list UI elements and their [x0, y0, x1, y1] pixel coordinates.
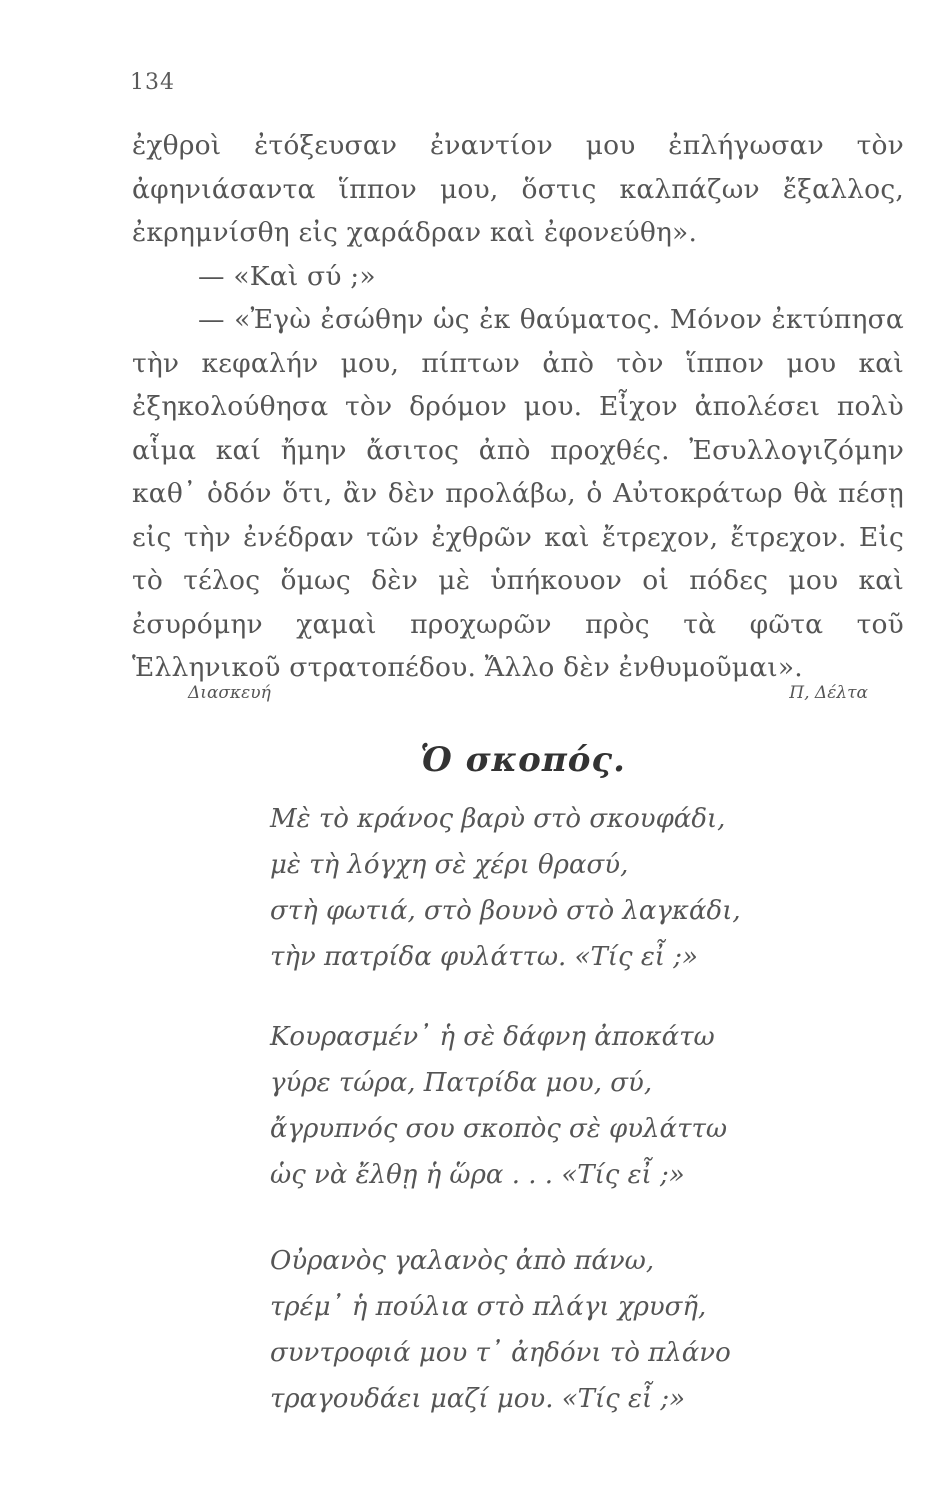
- adaptation-label: Διασκευή: [188, 683, 271, 703]
- poem-line: ὡς νὰ ἔλθῃ ἡ ὥρα . . . «Τίς εἶ ;»: [270, 1160, 685, 1190]
- author-signature: Π, Δέλτα: [789, 683, 868, 703]
- poem-title: Ὁ σκοπός.: [420, 740, 626, 780]
- prose-paragraph: — «Καὶ σύ ;»: [198, 260, 376, 292]
- poem-line: γύρε τώρα, Πατρίδα μου, σύ,: [270, 1068, 653, 1098]
- poem-line: τραγουδάει μαζί μου. «Τίς εἶ ;»: [270, 1384, 686, 1414]
- poem-line: Οὐρανὸς γαλανὸς ἀπὸ πάνω,: [270, 1246, 655, 1276]
- page-number: 134: [130, 70, 175, 95]
- poem-line: τὴν πατρίδα φυλάττω. «Τίς εἶ ;»: [270, 942, 698, 972]
- poem-line: συντροφιά μου τ᾽ ἀηδόνι τὸ πλάνο: [270, 1338, 731, 1368]
- poem-line: ἄγρυπνός σου σκοπὸς σὲ φυλάττω: [270, 1114, 728, 1144]
- poem-line: μὲ τὴ λόγχη σὲ χέρι θρασύ,: [270, 850, 629, 880]
- prose-paragraph: ἐχθροὶ ἐτόξευσαν ἐναντίον μου ἐπλήγωσαν τὸν ἀφηνιάσαντα ἵππον μου, ὅστις καλπάζων ἔξαλλος, ἐκρημνίσθη εἰς χαράδραν καὶ ἐφονεύθη».: [132, 130, 904, 248]
- poem-stanza: [270, 1014, 727, 1198]
- poem-stanza: [270, 796, 741, 980]
- poem-line: τρέμ᾽ ἡ πούλια στὸ πλάγι χρυσῆ,: [270, 1292, 707, 1322]
- prose-block: [132, 124, 904, 690]
- poem-line: στὴ φωτιά, στὸ βουνὸ στὸ λαγκάδι,: [270, 896, 741, 926]
- poem-line: Μὲ τὸ κράνος βαρὺ στὸ σκουφάδι,: [270, 804, 726, 834]
- poem-line: Κουρασμέν᾽ ἡ σὲ δάφνη ἀποκάτω: [270, 1022, 715, 1052]
- poem-stanza: [270, 1238, 731, 1422]
- prose-paragraph: — «Ἐγὼ ἐσώθην ὡς ἐκ θαύματος. Μόνον ἐκτύπησα τὴν κεφαλήν μου, πίπτων ἀπὸ τὸν ἵππον μου καὶ ἐξηκολούθησα τὸν δρόμον μου. Εἶχον ἀπολέσει πολὺ αἷμα καί ἤμην ἄσιτος ἀπὸ προχθές. Ἐσυλλογιζόμην καθ᾽ ὁδόν ὅτι, ἂν δὲν προλάβω, ὁ Αὐτοκράτωρ θὰ πέσῃ εἰς τὴν ἐνέδραν τῶν ἐχθρῶν καὶ ἔτρεχον, ἔτρεχον. Εἰς τὸ τέλος ὅμως δὲν μὲ ὑπήκουον οἱ πόδες μου καὶ ἐσυρόμην χαμαὶ προχωρῶν πρὸς τὰ φῶτα τοῦ Ἑλληνικοῦ στρατοπέδου. Ἄλλο δὲν ἐνθυμοῦμαι».: [132, 304, 904, 683]
